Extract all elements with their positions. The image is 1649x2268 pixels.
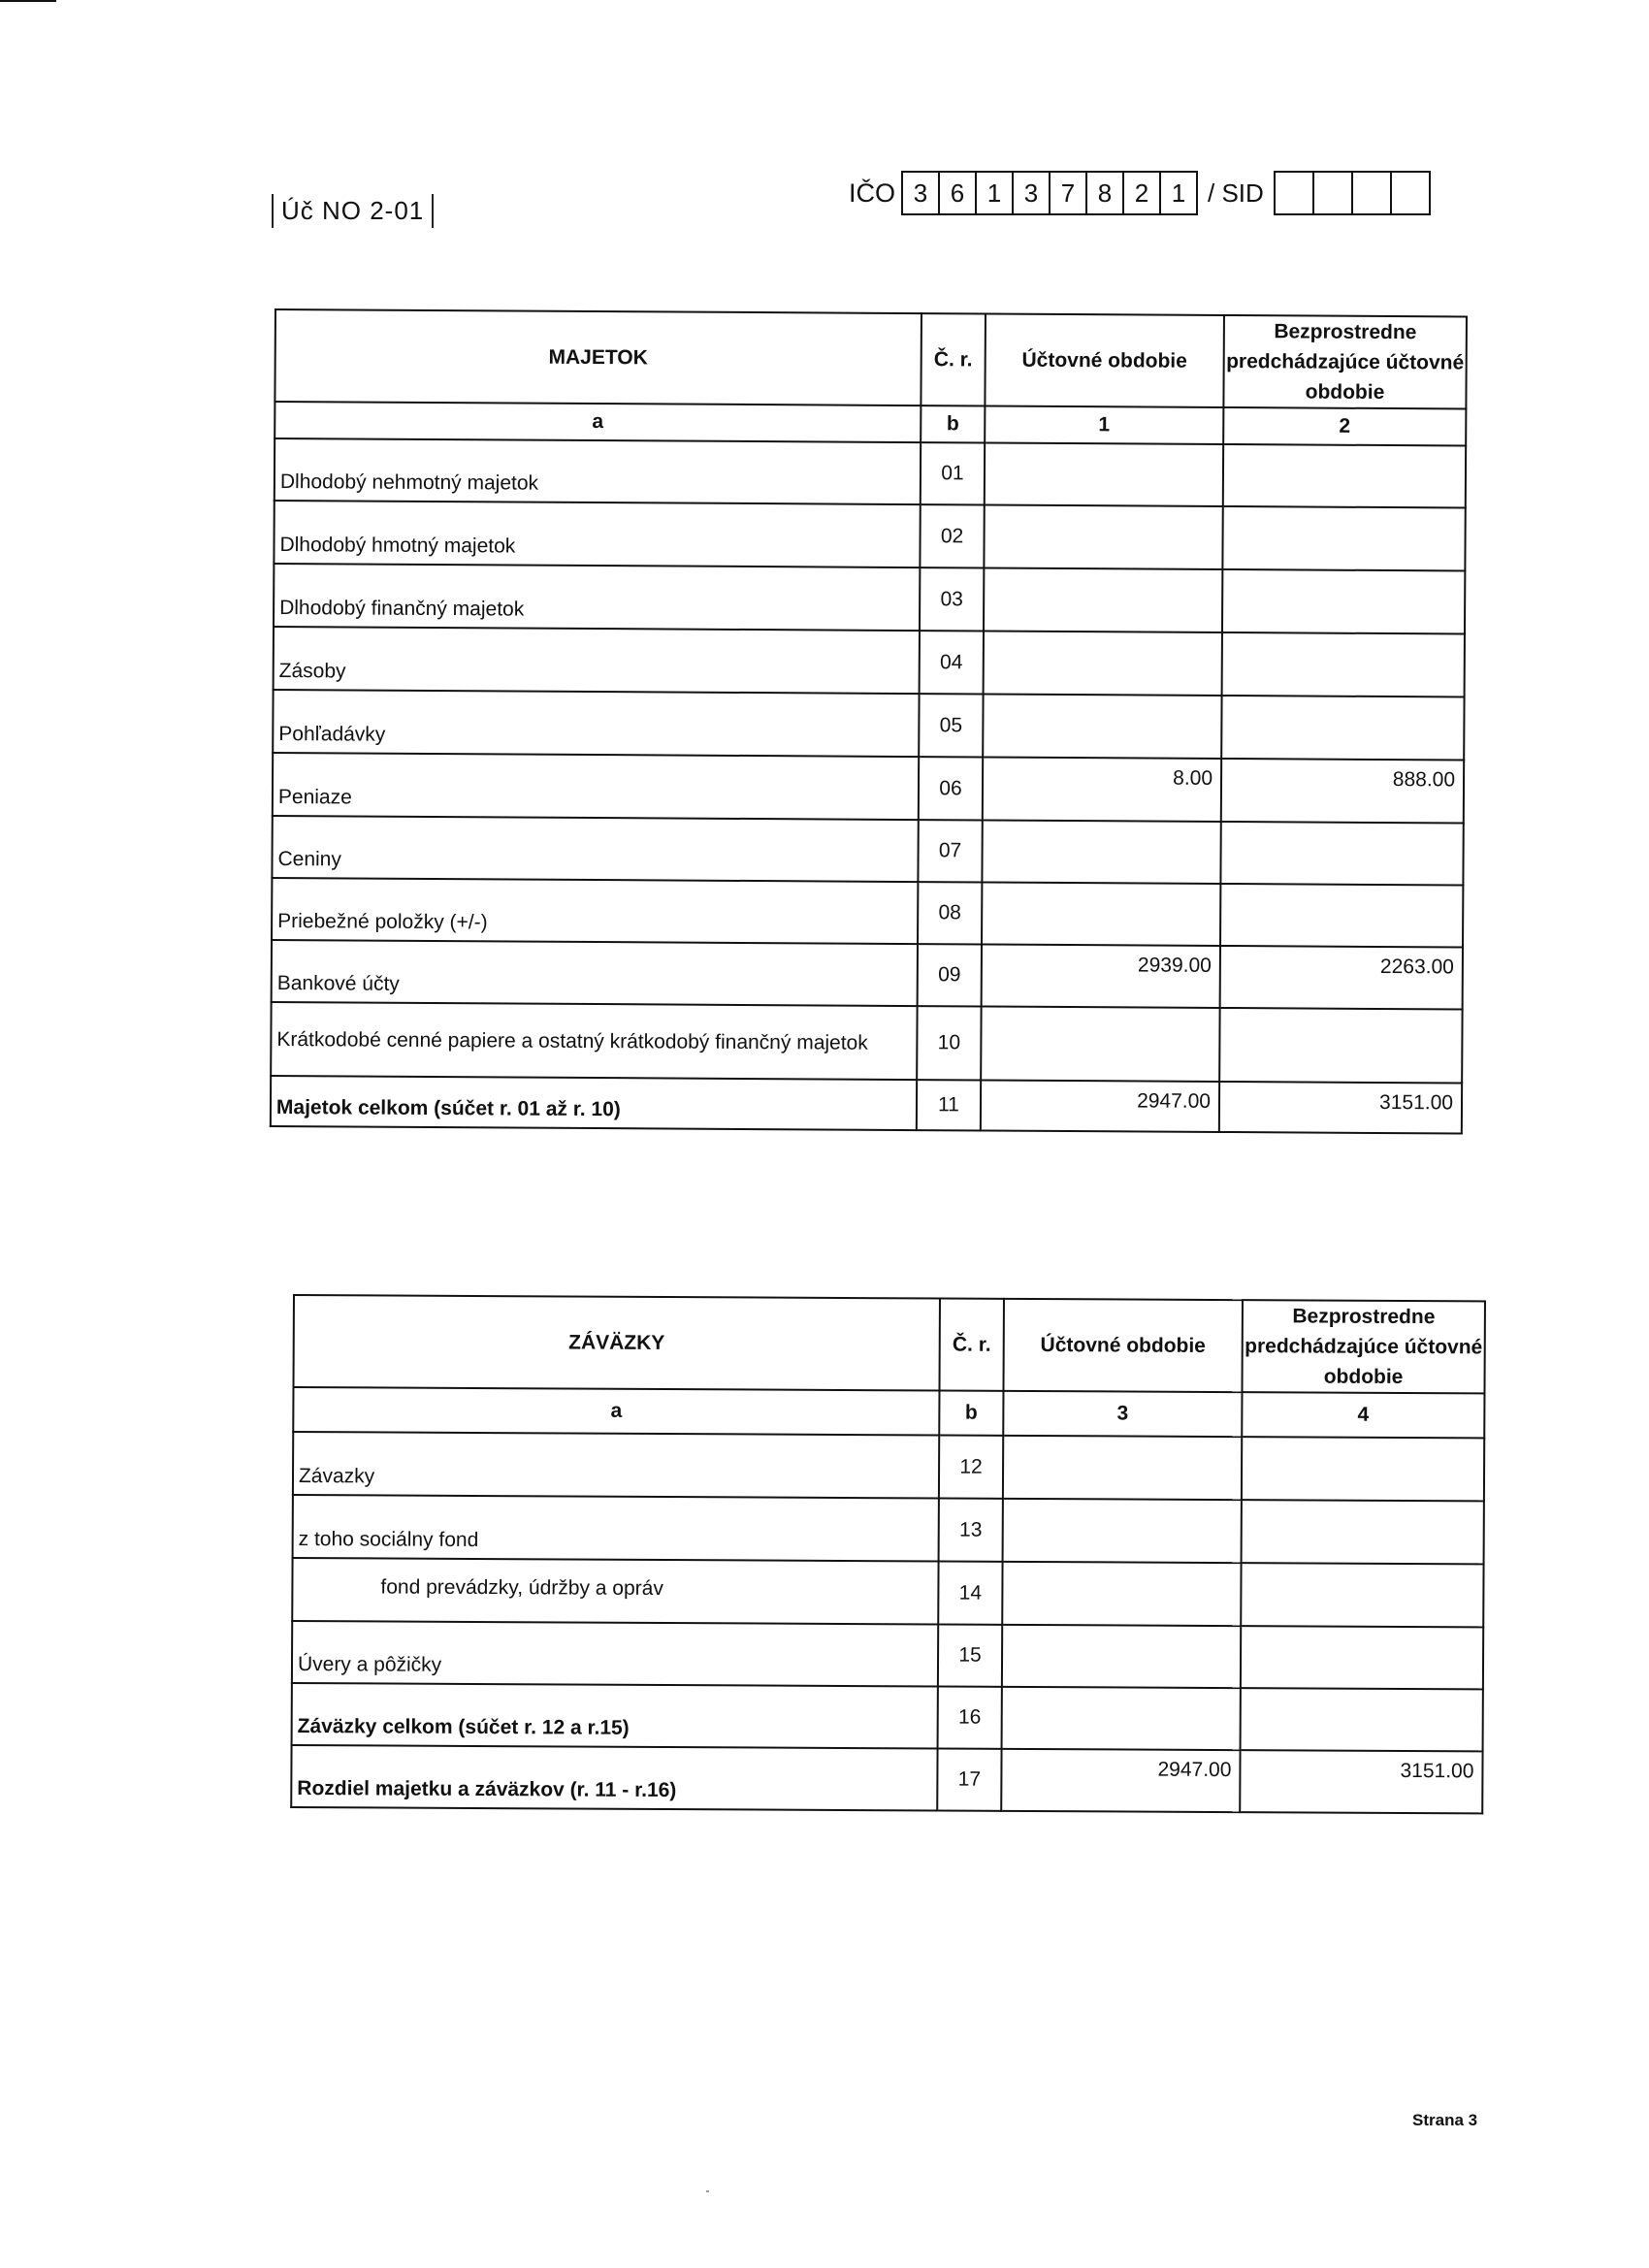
row-number: 04 [920,631,984,694]
subheader-4: 4 [1242,1392,1484,1438]
table-row-total [291,1745,1482,1813]
previous-value [1241,1688,1483,1751]
previous-value: 3151.00 [1219,1082,1462,1134]
current-value [984,631,1222,696]
row-label: Majetok celkom (súčet r. 01 až r. 10) [271,1076,917,1130]
row-number: 01 [921,442,985,504]
row-label: fond prevádzky, údržby a opráv [292,1558,938,1624]
ico-digit: 3 [1014,173,1051,213]
table-row [292,1558,1483,1627]
row-label: Priebežné položky (+/-) [272,878,918,944]
current-value: 2947.00 [1001,1749,1240,1812]
previous-value [1223,444,1466,508]
sid-label: / SID [1208,178,1264,208]
ico-digit: 3 [903,173,940,213]
liabilities-header-row [293,1295,1484,1393]
table-row [292,1621,1483,1689]
table-row [274,627,1465,697]
current-value [984,504,1222,569]
current-value: 8.00 [983,757,1221,822]
current-value [1002,1625,1241,1688]
previous-value: 2263.00 [1220,946,1463,1010]
current-value [984,567,1222,632]
current-value [983,694,1221,759]
ico-digit: 7 [1051,173,1087,213]
current-value [981,1006,1219,1082]
row-label: Záväzky celkom (súčet r. 12 a r.15) [292,1683,938,1748]
table-row [272,940,1463,1010]
table-row [273,753,1464,824]
row-number: 02 [920,504,984,567]
row-label: Krátkodobé cenné papiere a ostatný krátkodobý finančný majetok [271,1002,917,1080]
form-code: Úč NO 2-01 [272,194,434,228]
table-row [274,564,1465,634]
row-label: Dlhodobý finančný majetok [274,564,920,631]
previous-value [1221,696,1464,761]
current-value: 2939.00 [982,944,1220,1008]
previous-value [1220,822,1463,886]
ico-digit: 1 [977,173,1014,213]
ico-digit: 6 [940,173,977,213]
subheader-b: b [921,405,985,442]
subheader-2: 2 [1223,407,1466,446]
liabilities-table [290,1294,1486,1814]
previous-value [1222,632,1465,697]
ico-label: IČO [849,178,896,208]
current-value [1003,1436,1242,1500]
corner-mark [0,0,56,2]
table-row-total [292,1683,1483,1751]
row-label: Dlhodobý hmotný majetok [274,501,920,567]
ico-digit: 2 [1124,173,1161,213]
previous-value [1241,1626,1483,1689]
row-number: 11 [917,1080,981,1130]
liabilities-subheader-row [293,1387,1484,1438]
row-label: Bankové účty [272,940,918,1006]
table-row [272,816,1463,886]
previous-value [1219,1008,1462,1084]
previous-value [1242,1500,1484,1564]
table-row-total [271,1076,1462,1134]
table-row [293,1495,1484,1564]
current-value [1003,1499,1242,1563]
previous-value [1222,506,1465,571]
table-row [273,690,1464,761]
row-label: Pohľadávky [273,690,919,757]
subheader-1: 1 [985,405,1223,444]
row-number: 03 [920,567,984,631]
current-value [1002,1562,1241,1626]
row-number-header: Č. r. [921,313,986,405]
row-label: Rozdiel majetku a záväzkov (r. 11 - r.16) [291,1745,937,1810]
ico-digit-boxes [901,171,1198,215]
row-label: Dlhodobý nehmotný majetok [275,438,921,504]
current-period-header: Účtovné obdobie [985,313,1224,407]
row-number: 07 [918,820,982,882]
row-label: Zásoby [274,627,920,694]
ico-digit: 1 [1171,178,1186,208]
assets-table [270,308,1468,1134]
previous-period-header: Bezprostredne predchádzajúce účtovné obdobie [1242,1300,1484,1393]
table-row [275,438,1466,508]
row-number: 15 [938,1624,1002,1686]
current-value [982,820,1220,884]
row-label: Závazky [293,1432,939,1498]
table-row [293,1432,1484,1501]
row-label: z toho sociálny fond [293,1495,939,1561]
row-number: 14 [938,1561,1002,1624]
row-number-header: Č. r. [939,1298,1003,1390]
current-value [982,882,1220,946]
previous-value [1222,569,1465,634]
subheader-a: a [275,402,921,442]
previous-value: 3151.00 [1240,1750,1482,1813]
previous-period-header: Bezprostredne predchádzajúce účtovné obdobie [1223,315,1467,409]
assets-header-row [275,309,1467,408]
row-number: 16 [938,1686,1002,1748]
previous-value [1242,1437,1484,1501]
current-period-header: Účtovné obdobie [1003,1299,1242,1392]
sid-box [1314,173,1353,213]
sid-box [1392,173,1429,213]
table-row [272,878,1463,948]
ico-digit: 8 [1087,173,1124,213]
current-value: 2947.00 [981,1080,1219,1132]
row-label: Peniaze [273,753,919,820]
sid-box [1276,173,1314,213]
row-number: 13 [939,1498,1003,1561]
ico-block [849,171,1431,215]
row-number: 09 [918,944,982,1006]
row-label: Ceniny [272,816,918,882]
subheader-b: b [939,1390,1003,1435]
row-number: 05 [919,694,983,757]
current-value [985,442,1223,506]
subheader-3: 3 [1003,1391,1242,1437]
row-number: 17 [937,1748,1001,1810]
row-number: 08 [918,882,982,944]
previous-value [1241,1563,1483,1627]
table-row [274,501,1465,571]
row-label: Úvery a pôžičky [292,1621,938,1686]
scan-speck [706,2190,709,2192]
liabilities-title: ZÁVÄZKY [293,1295,939,1390]
row-number: 10 [917,1006,981,1080]
subheader-a: a [293,1387,939,1435]
row-number: 06 [919,757,983,820]
sid-box [1353,173,1392,213]
assets-title: MAJETOK [275,309,922,405]
previous-value: 888.00 [1221,759,1464,824]
current-value [1002,1687,1241,1750]
row-number: 12 [939,1435,1003,1498]
page-number: Strana 3 [1412,2111,1478,2129]
sid-boxes [1274,171,1431,215]
previous-value [1220,884,1463,948]
table-row [271,1002,1462,1083]
